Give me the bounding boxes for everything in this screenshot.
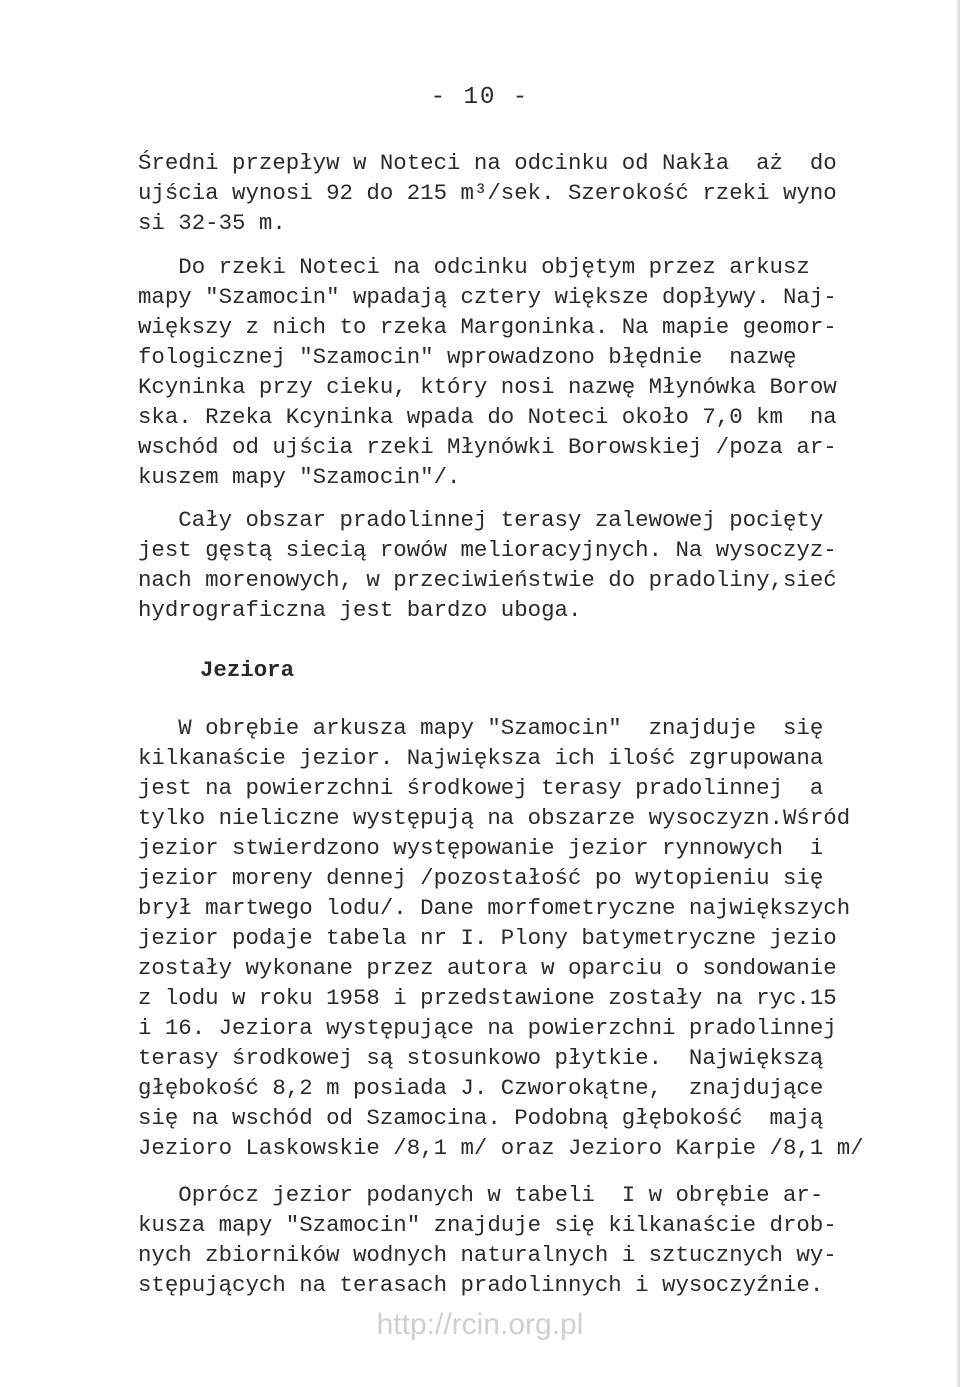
- text-line: W obrębie arkusza mapy "Szamocin" znajduje się: [138, 715, 824, 741]
- text-line: brył martwego lodu/. Dane morfometryczne największych: [138, 895, 851, 921]
- text-line: hydrograficzna jest bardzo uboga.: [138, 597, 582, 623]
- paragraph-tributaries: [138, 252, 960, 492]
- text-line: si 32-35 m.: [138, 210, 286, 236]
- text-line: Oprócz jezior podanych w tabeli I w obrębie ar-: [138, 1182, 824, 1208]
- text-line: kusza mapy "Szamocin" znajduje się kilkanaście drob-: [138, 1212, 837, 1238]
- text-line: Cały obszar pradolinnej terasy zalewowej pocięty: [138, 507, 824, 533]
- text-line: ska. Rzeka Kcyninka wpada do Noteci około 7,0 km na: [138, 404, 837, 430]
- page-edge-shadow: [955, 0, 960, 1387]
- text-line: kilkanaście jezior. Największa ich ilość zgrupowana: [138, 745, 824, 771]
- text-line: jest gęstą siecią rowów melioracyjnych. Na wysoczyz-: [138, 537, 837, 563]
- text-line: Jezioro Laskowskie /8,1 m/ oraz Jezioro Karpie /8,1 m/: [138, 1135, 864, 1161]
- text-line: tylko nieliczne występują na obszarze wysoczyzn.Wśród: [138, 805, 851, 831]
- page-number: - 10 -: [430, 84, 530, 111]
- text-line: jezior moreny dennej /pozostałość po wytopieniu się: [138, 865, 824, 891]
- text-line: fologicznej "Szamocin" wprowadzono błędnie nazwę: [138, 344, 797, 370]
- text-line: i 16. Jeziora występujące na powierzchni pradolinnej: [138, 1015, 837, 1041]
- text-line: ujścia wynosi 92 do 215 m³/sek. Szerokość rzeki wyno: [138, 180, 837, 206]
- text-line: się na wschód od Szamocina. Podobną głębokość mają: [138, 1105, 824, 1131]
- text-line: z lodu w roku 1958 i przedstawione zostały na ryc.15: [138, 985, 837, 1011]
- paragraph-notec-flow: [138, 148, 960, 238]
- paragraph-small-reservoirs: [138, 1180, 960, 1300]
- watermark-url: http://rcin.org.pl: [376, 1308, 584, 1341]
- text-line: wschód od ujścia rzeki Młynówki Borowskiej /poza ar-: [138, 434, 837, 460]
- text-line: jezior stwierdzono występowanie jezior rynnowych i: [138, 835, 824, 861]
- text-line: głębokość 8,2 m posiada J. Czworokątne, znajdujące: [138, 1075, 824, 1101]
- text-line: terasy środkowej są stosunkowo płytkie. Największą: [138, 1045, 824, 1071]
- text-line: jest na powierzchni środkowej terasy pradolinnej a: [138, 775, 824, 801]
- section-heading-lakes: Jeziora: [200, 657, 295, 683]
- text-line: Kcyninka przy cieku, który nosi nazwę Młynówka Borow: [138, 374, 837, 400]
- text-line: nych zbiorników wodnych naturalnych i sztucznych wy-: [138, 1242, 837, 1268]
- text-line: kuszem mapy "Szamocin"/.: [138, 464, 461, 490]
- text-line: mapy "Szamocin" wpadają cztery większe dopływy. Naj-: [138, 284, 837, 310]
- paragraph-drainage: [138, 505, 960, 625]
- text-line: Średni przepływ w Noteci na odcinku od Nakła aż do: [138, 150, 837, 176]
- text-line: jezior podaje tabela nr I. Plony batymetryczne jezio: [138, 925, 837, 951]
- text-line: większy z nich to rzeka Margoninka. Na mapie geomor-: [138, 314, 837, 340]
- text-line: nach morenowych, w przeciwieństwie do pradoliny,sieć: [138, 567, 837, 593]
- text-line: zostały wykonane przez autora w oparciu o sondowanie: [138, 955, 837, 981]
- paragraph-lakes: [138, 713, 960, 1163]
- text-line: stępujących na terasach pradolinnych i wysoczyźnie.: [138, 1272, 824, 1298]
- text-line: Do rzeki Noteci na odcinku objętym przez arkusz: [138, 254, 810, 280]
